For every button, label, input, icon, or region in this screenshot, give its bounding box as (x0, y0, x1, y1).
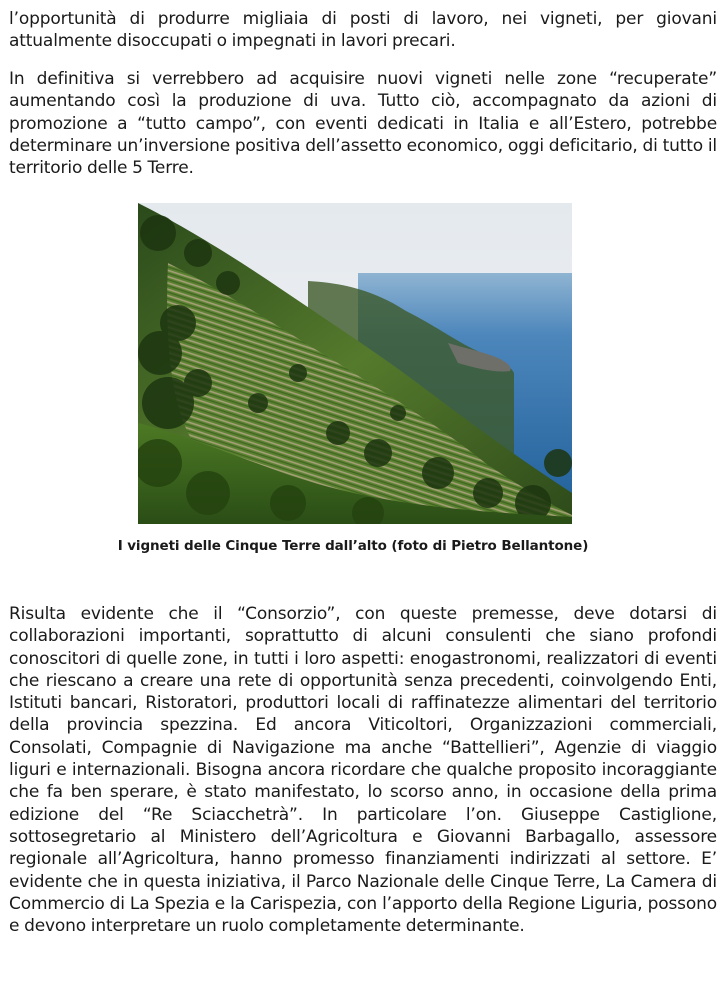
photo-caption: I vigneti delle Cinque Terre dall’alto (foto di Pietro Bellantone) (117, 538, 589, 554)
vineyard-photo (138, 203, 572, 524)
paragraph-conclusion: In definitiva si verrebbero ad acquisire nuovi vigneti nelle zone “recuperate” aumentando così la produzione di uva. Tutto ciò, accompagnato da azioni di promozione a “tutto campo”, con eventi dedicati in Italia e all’Estero, potrebbe determinare un’inversione positiva dell’assetto economico, oggi deficitario, di tutto il territorio delle 5 Terre. (9, 69, 717, 179)
vineyard-photo-illustration (138, 203, 572, 524)
paragraph-job-opportunities: l’opportunità di produrre migliaia di posti di lavoro, nei vigneti, per giovani attualmente disoccupati o impegnati in lavori precari. (9, 9, 717, 52)
paragraph-consortium: Risulta evidente che il “Consorzio”, con queste premesse, deve dotarsi di collaborazioni importanti, soprattutto di alcuni consulenti che siano profondi conoscitori di quelle zone, in tutti i loro aspetti: enogastronomi, realizzatori di eventi che riescano a creare una rete di opportunità senza precedenti, coinvolgendo Enti, Istituti bancari, Ristoratori, produttori locali di raffinatezze alimentari del territorio della provincia spezzina. Ed ancora Viticoltori, Organizzazioni commerciali, Consolati, Compagnie di Navigazione ma anche “Battellieri”, Agenzie di viaggio liguri e internazionali. Bisogna ancora ricordare che qualche proposito incoraggiante che fa ben sperare, è stato manifestato, lo scorso anno, in occasione della prima edizione del “Re Sciacchetrà”. In particolare l’on. Giuseppe Castiglione, sottosegretario al Ministero dell’Agricoltura e Giovanni Barbagallo, assessore regionale all’Agricoltura, hanno promesso finanziamenti indirizzati al settore. E’ evidente che in questa iniziativa, il Parco Nazionale delle Cinque Terre, La Camera di Commercio di La Spezia e la Carispezia, con l’apporto della Regione Liguria, possono e devono interpretare un ruolo completamente determinante. (9, 604, 717, 937)
